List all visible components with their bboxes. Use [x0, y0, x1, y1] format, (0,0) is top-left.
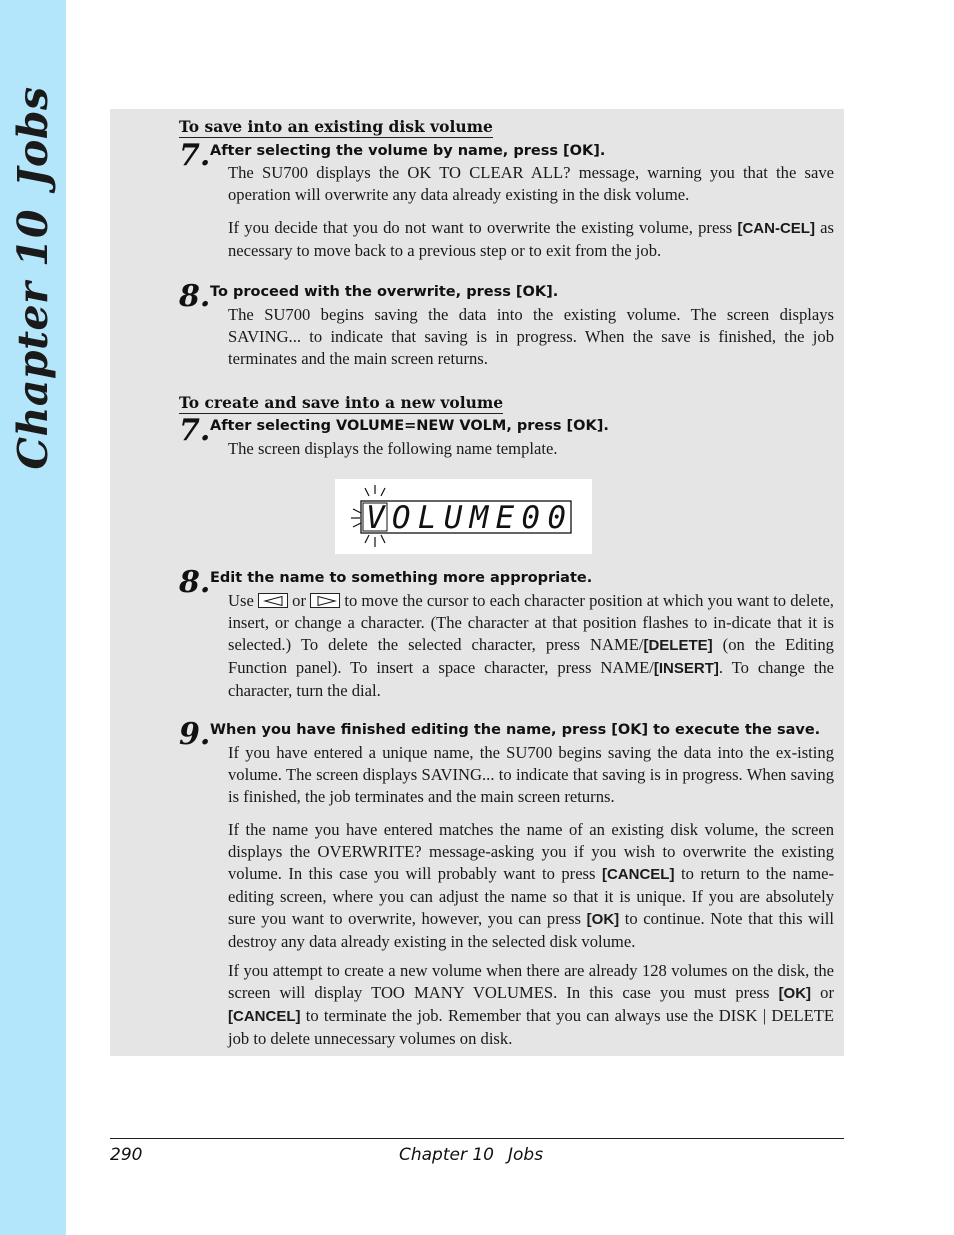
step-number: 7.	[179, 138, 211, 173]
step-number: 9.	[179, 717, 211, 752]
step-title: After selecting VOLUME=NEW VOLM, press [OK].	[210, 418, 609, 434]
step-number: 7.	[179, 413, 211, 448]
step-title: Edit the name to something more appropriate.	[210, 570, 593, 586]
step-title: When you have finished editing the name, press [OK] to execute the save.	[210, 722, 821, 738]
paragraph	[228, 590, 834, 702]
text-run: (on the Editing Function panel). To insert a space character, press NAME/	[228, 635, 834, 677]
cancel-key-label: [CANCEL]	[601, 866, 675, 883]
paragraph: The SU700 displays the OK TO CLEAR ALL? message, warning you that the save operation will overwrite any data already existing in the disk volume.	[228, 163, 834, 204]
paragraph	[228, 819, 834, 953]
paragraph: If you have entered a unique name, the SU700 begins saving the data into the ex-isting volume. The screen displays SAVING... to indicate that saving is in progress. When saving is finished, the job terminates and the main screen returns.	[228, 743, 834, 806]
insert-key-label: [INSERT]	[653, 660, 719, 677]
footer-rule	[110, 1138, 844, 1139]
footer-chapter-title	[399, 1145, 543, 1165]
side-chapter-label: Chapter 10	[9, 208, 57, 470]
text-run: or	[292, 591, 306, 610]
side-chapter-title	[9, 86, 57, 469]
step-number: 8.	[179, 565, 211, 600]
delete-key-label: [DELETE]	[643, 637, 713, 654]
text-run: If the name you have entered matches the name of an existing disk volume, the screen displays the OVERWRITE? message-asking you if you wish to overwrite the existing volume. In this case you will probably want to press	[228, 820, 834, 883]
ok-key-label: [OK]	[778, 985, 812, 1002]
page-number: 290	[110, 1145, 143, 1165]
chapter-side-tab	[0, 0, 66, 1235]
lcd-text: VOLUME00	[366, 500, 566, 536]
side-section-label: Jobs	[9, 86, 57, 187]
paragraph	[228, 960, 834, 1050]
ok-key-label: [OK]	[586, 911, 620, 928]
step-number: 8.	[179, 279, 211, 314]
footer-chapter-label: Chapter 10	[399, 1145, 495, 1165]
left-arrow-key-icon	[258, 593, 288, 608]
text-run: as necessary to move back to a previous step or to exit from the job.	[228, 218, 834, 260]
text-run: or	[820, 983, 834, 1002]
paragraph: The screen displays the following name template.	[228, 439, 558, 458]
lcd-display	[335, 479, 592, 554]
cancel-key-label: [CAN-CEL]	[737, 220, 815, 237]
text-run: Use	[228, 591, 254, 610]
text-run: If you attempt to create a new volume when there are already 128 volumes on the disk, the screen will display TOO MANY VOLUMES. In this case you must press	[228, 961, 834, 1002]
paragraph	[228, 217, 834, 262]
text-run: If you decide that you do not want to overwrite the existing volume, press	[228, 218, 733, 237]
heading-new-volume: To create and save into a new volume	[179, 393, 504, 412]
step-title: To proceed with the overwrite, press [OK].	[210, 284, 559, 300]
lcd-name-template	[335, 479, 592, 554]
heading-existing-volume: To save into an existing disk volume	[179, 117, 493, 136]
step-title: After selecting the volume by name, press [OK].	[210, 143, 606, 159]
text-run: to terminate the job. Remember that you can always use the DISK | DELETE job to delete unnecessary volumes on disk.	[228, 1006, 834, 1048]
cancel-key-label: [CANCEL]	[228, 1008, 301, 1025]
text-run: to continue. Note that this will destroy any data already existing in the selected disk volume.	[228, 909, 834, 951]
paragraph: The SU700 begins saving the data into the existing volume. The screen displays SAVING... to indicate that saving is in progress. When the save is finished, the job terminates and the main screen returns.	[228, 305, 834, 368]
text-run: to move the cursor to each character position at which you want to delete, insert, or change a character. (The character at that position flashes to in-dicate that it is selected.) To delete the selected character, press NAME/	[228, 591, 834, 654]
footer-section-label: Jobs	[508, 1145, 544, 1165]
text-run: to return to the name-editing screen, where you can adjust the name so that it is unique. If you are absolutely sure you want to overwrite, however, you can press	[228, 864, 835, 928]
right-arrow-key-icon	[310, 593, 340, 608]
text-run: . To change the character, turn the dial.	[228, 658, 834, 700]
